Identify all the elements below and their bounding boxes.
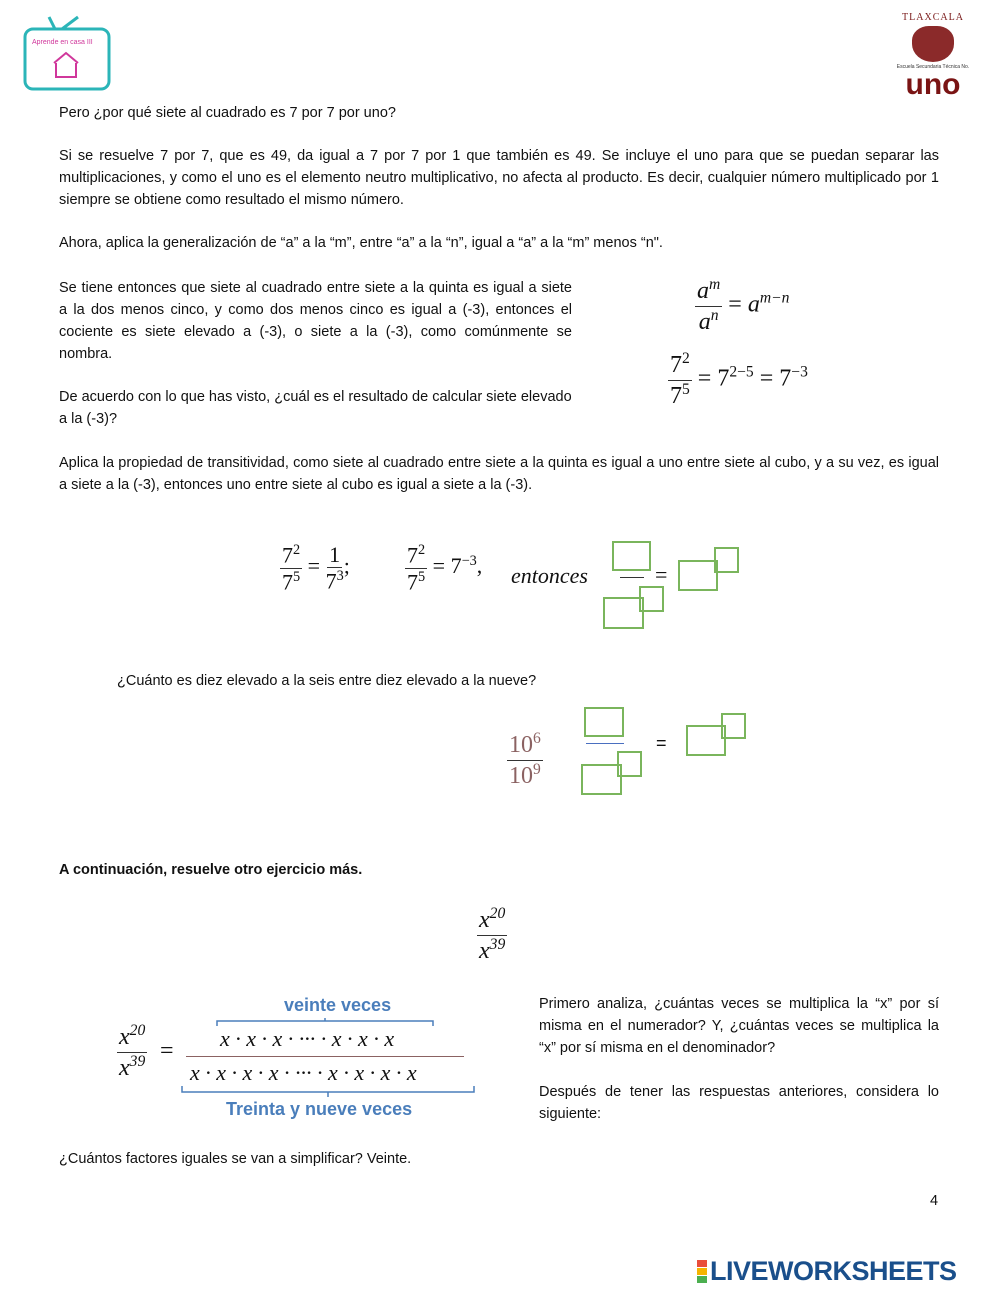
equals-sign: = — [655, 562, 668, 587]
live-badge-icon — [697, 1260, 707, 1283]
tv-icon — [22, 15, 112, 95]
answer-box-denominator-exponent[interactable] — [639, 586, 664, 612]
paragraph-question-ten: ¿Cuánto es diez elevado a la seis entre diez elevado a la nueve? — [117, 673, 537, 689]
label-twenty-times: veinte veces — [284, 995, 392, 1015]
tlaxcala-school-logo — [888, 12, 978, 104]
aprende-en-casa-logo — [22, 15, 112, 95]
paragraph-analyze: Primero analiza, ¿cuántas veces se multiplica la “x” por sí misma en el numerador? Y, ¿cuántas veces se multiplica la “x” por sí misma en el denominador? — [539, 996, 939, 1056]
x-denominator-expanded: x · x · x · x · ··· · x · x · x · x — [190, 1060, 417, 1085]
answer-box-numerator[interactable] — [612, 541, 651, 571]
answer-box-result-base[interactable] — [678, 560, 718, 591]
section-heading-another-exercise: A continuación, resuelve otro ejercicio más. — [59, 862, 363, 878]
paragraph-factors-simplify: ¿Cuántos factores iguales se van a simplificar? Veinte. — [59, 1151, 412, 1167]
paragraph-question-seven-squared: Pero ¿por qué siete al cuadrado es 7 por 7 por uno? — [59, 105, 396, 121]
x-equals-sign: = — [160, 1038, 174, 1064]
ten-answer-result-base[interactable] — [686, 725, 726, 756]
paragraph-question-result: De acuerdo con lo que has visto, ¿cuál es el resultado de calcular siete elevado a la (-3)? — [59, 389, 572, 427]
bottom-brace — [180, 1086, 476, 1098]
tlaxcala-logo-text: TLAXCALA — [902, 12, 964, 23]
expanded-fraction-bar — [186, 1056, 464, 1057]
ten-answer-denominator-base[interactable] — [581, 764, 622, 795]
paragraph-quotient: Se tiene entonces que siete al cuadrado entre siete a la quinta es igual a siete a la dos menos cinco, y como dos menos cinco es igual a (-3), entonces el cociente es siete elevado a (-3), o siete a la (-3), como comúnmente se nombra. — [59, 280, 572, 362]
fraction-bar — [620, 577, 644, 578]
aprende-logo-text: Aprende en casa III — [32, 39, 93, 46]
seven-example-formula: $\frac{7^2}{7^5}$ = $7^{2-5} = 7^{-3}$ — [670, 350, 808, 409]
ten-answer-result-exponent[interactable] — [721, 713, 746, 739]
paragraph-consider: Después de tener las respuestas anteriores, considera lo siguiente: — [539, 1084, 939, 1122]
ten-fraction-bar — [586, 743, 624, 744]
x-numerator-expanded: x · x · x · ··· · x · x · x — [220, 1026, 395, 1051]
ten-answer-numerator[interactable] — [584, 707, 624, 737]
paragraph-explanation: Si se resuelve 7 por 7, que es 49, da igual a 7 por 7 por 1 que también es 49. Se incluye el uno para que se puedan separar las multiplicaciones, y como el uno es el elemento neutro multiplicativo, no afecta al producto. Es decir, cualquier número multiplicado por 1 siempre se obtiene como resultado el mismo número. — [59, 148, 939, 208]
x-fraction: $\frac{x^{20}}{x^{39}}$ — [479, 905, 506, 964]
x-fraction-left: $\frac{x^{20}}{x^{39}}$ — [119, 1022, 146, 1081]
entonces-word: entonces — [511, 563, 588, 588]
ten-fraction: $\frac{10^6}{10^9}$ — [509, 730, 541, 789]
liveworksheets-brand: LIVEWORKSHEETS — [710, 1256, 957, 1286]
crest-icon — [912, 26, 954, 62]
paragraph-generalization: Ahora, aplica la generalización de “a” a la “m”, entre “a” a la “n”, igual a “a” a la “m” menos “n". — [59, 235, 663, 251]
transitivity-formula-first: $\frac{7^2}{7^5}$ = $\frac{1}{7^3}$ ; — [282, 542, 350, 594]
paragraph-transitivity: Aplica la propiedad de transitividad, como siete al cuadrado entre siete a la quinta es igual a uno entre siete al cubo, y a su vez, es igual a siete a la (-3), entonces uno entre siete al cubo es igual a siete a la (-3). — [59, 455, 939, 493]
liveworksheets-logo — [697, 1256, 957, 1287]
answer-box-denominator-base[interactable] — [603, 597, 644, 629]
ten-equals-sign: = — [656, 733, 667, 753]
page-number: 4 — [930, 1193, 939, 1209]
uno-logo-text: uno — [905, 68, 961, 101]
label-thirty-nine-times: Treinta y nueve veces — [226, 1099, 413, 1119]
quotient-rule-formula: $\frac{a^m}{a^n}$ = $a^{m-n}$ — [697, 276, 790, 335]
school-caption: Escuela Secundaria Técnica No. — [896, 64, 970, 70]
transitivity-formula-second: $\frac{7^2}{7^5}$ = $7^{-3}$, — [407, 542, 483, 594]
ten-answer-denominator-exponent[interactable] — [617, 751, 642, 777]
answer-box-result-exponent[interactable] — [714, 547, 739, 573]
